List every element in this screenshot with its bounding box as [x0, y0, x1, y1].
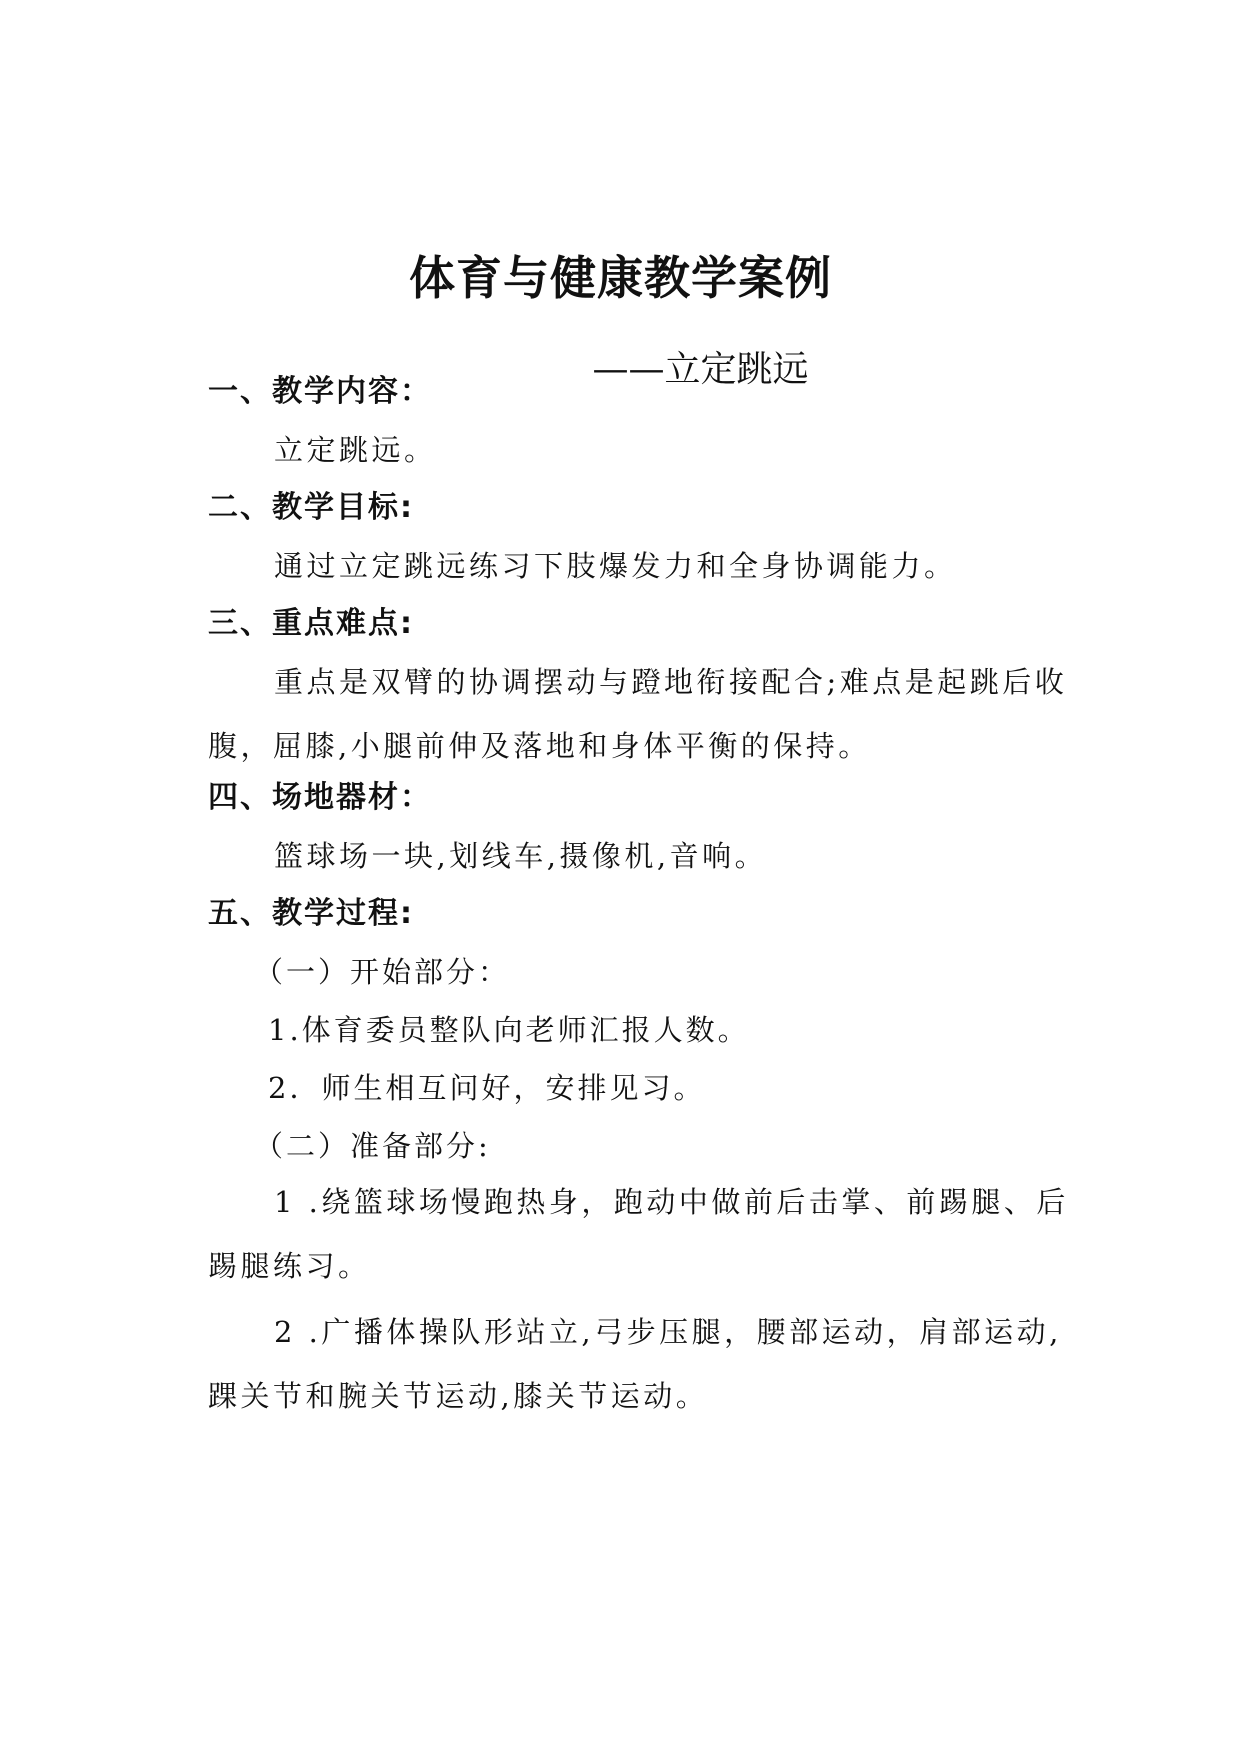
section-heading-key-points: 三、重点难点:	[208, 606, 414, 641]
process-part2-item-1: 1 .绕篮球场慢跑热身，跑动中做前后击掌、前踢腿、后踢腿练习。	[208, 1185, 1069, 1283]
process-part1-item-1: 1.体育委员整队向老师汇报人数。	[268, 1013, 750, 1047]
document-subtitle: ——立定跳远	[592, 349, 809, 390]
section-text-content: 立定跳远。	[274, 433, 437, 467]
section-text-equipment: 篮球场一块,划线车,摄像机,音响。	[274, 839, 768, 873]
process-part2-item-2: 2 .广播体操队形站立,弓步压腿，腰部运动，肩部运动,踝关节和腕关节运动,膝关节运动。	[208, 1315, 1062, 1413]
section-text-key-points: 重点是双臂的协调摆动与蹬地衔接配合;难点是起跳后收腹，屈膝,小腿前伸及落地和身体平衡的保持。	[208, 665, 1068, 763]
section-heading-process: 五、教学过程:	[208, 896, 414, 931]
process-part2-heading: （二）准备部分:	[254, 1129, 491, 1163]
section-heading-content: 一、教学内容：	[208, 374, 432, 409]
process-part1-item-2: 2．师生相互问好，安排见习。	[268, 1071, 706, 1105]
section-text-goals: 通过立定跳远练习下肢爆发力和全身协调能力。	[274, 549, 957, 583]
document-title: 体育与健康教学案例	[409, 251, 832, 305]
process-part1-heading: （一）开始部分：	[254, 955, 511, 989]
section-heading-goals: 二、教学目标:	[208, 490, 414, 525]
section-heading-equipment: 四、场地器材：	[208, 780, 432, 815]
